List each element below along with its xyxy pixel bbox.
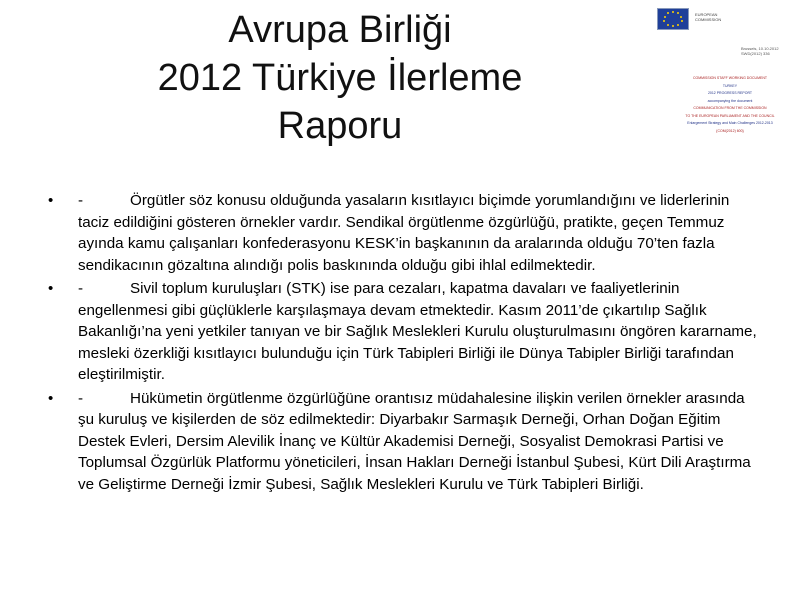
eu-flag-icon bbox=[657, 8, 689, 30]
doc-accompanying: accompanying the document bbox=[707, 98, 753, 103]
bullet-text: Hükümetin örgütlenme özgürlüğüne orantısız müdahalesine ilişkin verilen örnekler arasında şu kuruluş ve kişilerden de söz edilmektedir: Diyarbakır Sarmaşık Derneği, Orhan Doğan Eğitim Destek Evleri, Dersim Alevilik İnanç ve Kültür Akademisi Derneği, Sosyalist Demokrasi Partisi ve Toplumsal Özgürlük Platformu yöneticileri, İnsan Hakları Derneği İstanbul Şubesi, Kürt Dili Araştırma ve Geliştirme Derneği İzmir Şubesi, Sağlık Meslekleri Kurulu ve Türk Tabipleri Birliği. bbox=[78, 389, 751, 493]
list-item bbox=[48, 190, 760, 276]
doc-communication-1: COMMUNICATION FROM THE COMMISSION bbox=[693, 106, 767, 110]
report-cover-thumbnail bbox=[655, 4, 795, 174]
doc-cover-text bbox=[675, 76, 785, 136]
title-line-1: Avrupa Birliği bbox=[228, 9, 452, 51]
list-item bbox=[48, 388, 760, 496]
bullet-text: Örgütler söz konusu olduğunda yasaların kısıtlayıcı biçimde yorumlandığını ve liderlerinin taciz edildiğini gösteren örnekler vardır. Sendikal örgütlenme özgürlüğü, pratikte, geçen Temmuz ayında kamu çalışanları konfederasyonu KESK’in başkanının da aralarında olduğu 70’ten fazla sendikacının gözaltına alındığı polis baskınında olduğu gibi ihlal edilmektedir. bbox=[78, 192, 730, 274]
doc-meta: Brussels, 10.10.2012 SWD(2012) 336 bbox=[741, 46, 779, 56]
bullet-icon: • bbox=[48, 280, 54, 297]
bullet-icon: • bbox=[48, 389, 54, 407]
doc-ref: {COM(2012) 600} bbox=[716, 128, 744, 133]
dash-marker: - bbox=[78, 389, 84, 407]
doc-strategy: Enlargement Strategy and Main Challenges 2012-2013 bbox=[687, 121, 773, 125]
doc-type: COMMISSION STAFF WORKING DOCUMENT bbox=[692, 76, 768, 80]
title-line-3: Raporu bbox=[277, 105, 403, 147]
eu-org-name: EUROPEAN COMMISSION bbox=[695, 12, 722, 22]
doc-country: TURKEY bbox=[722, 83, 738, 88]
dash-marker: - bbox=[78, 192, 84, 209]
bullet-list bbox=[48, 190, 760, 497]
title-line-2: 2012 Türkiye İlerleme bbox=[157, 57, 523, 99]
bullet-text: Sivil toplum kuruluşları (STK) ise para cezaları, kapatma davaları ve faaliyetlerinin engellenmesi gibi güçlüklerle karşılaşmaya devam etmektedir. Kasım 2011’de çıkartılıp Sağlık Bakanlığı’na yeni yetkiler tanıyan ve bir Sağlık Meslekleri Kurulu oluşturulmasını öngören kararname, mesleki özerkliği kısıtlayıcı bulunduğu için Türk Tabipleri Birliği ile Dünya Tabipler Birliği tarafından eleştirilmiştir. bbox=[78, 280, 757, 383]
bullet-icon: • bbox=[48, 192, 54, 209]
list-item bbox=[48, 278, 760, 386]
doc-report: 2012 PROGRESS REPORT bbox=[707, 91, 753, 95]
doc-communication-2: TO THE EUROPEAN PARLIAMENT AND THE COUNCIL bbox=[685, 113, 775, 118]
dash-marker: - bbox=[78, 280, 84, 297]
slide-title bbox=[90, 6, 590, 150]
